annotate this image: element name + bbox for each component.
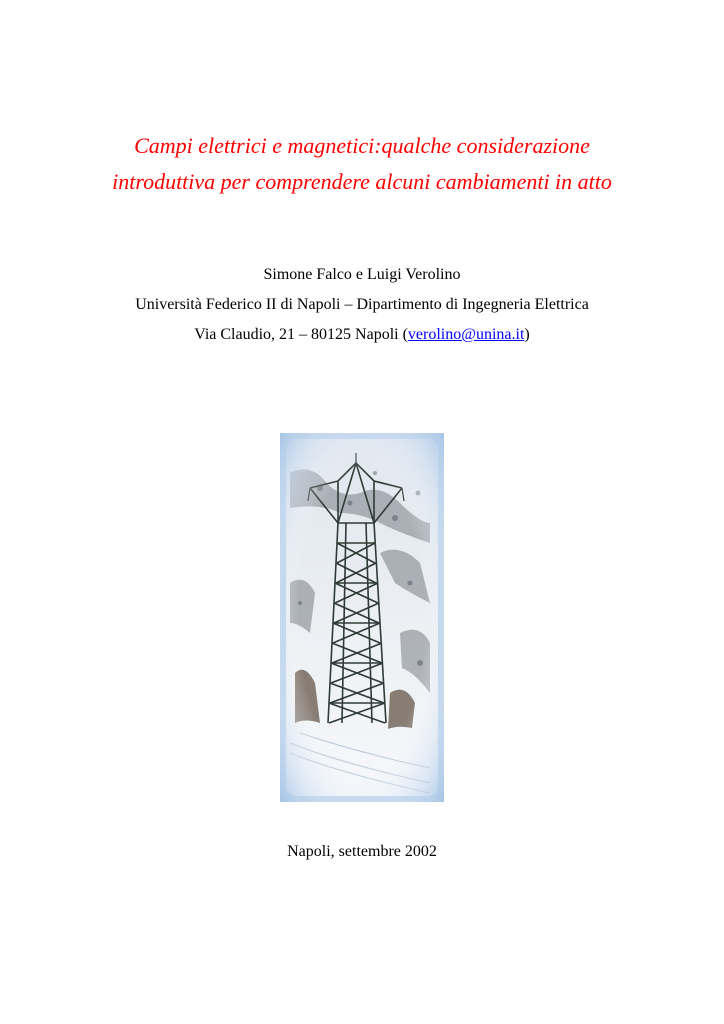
author-block <box>0 260 724 350</box>
date-line: Napoli, settembre 2002 <box>287 843 437 860</box>
email-link[interactable]: verolino@unina.it <box>407 326 525 343</box>
title-line-1: Campi elettrici e magnetici:qualche considerazione <box>134 133 590 158</box>
authors-line: Simone Falco e Luigi Verolino <box>263 266 461 283</box>
address-text: Via Claudio, 21 – 80125 Napoli ( <box>194 326 408 343</box>
document-title <box>0 128 724 200</box>
address-line <box>0 320 724 350</box>
pylon-photo <box>280 433 444 802</box>
title-line-2: introduttiva per comprendere alcuni cambiamenti in atto <box>112 169 612 194</box>
address-close: ) <box>524 326 530 343</box>
affiliation-line: Università Federico II di Napoli – Dipartimento di Ingegneria Elettrica <box>135 296 589 313</box>
